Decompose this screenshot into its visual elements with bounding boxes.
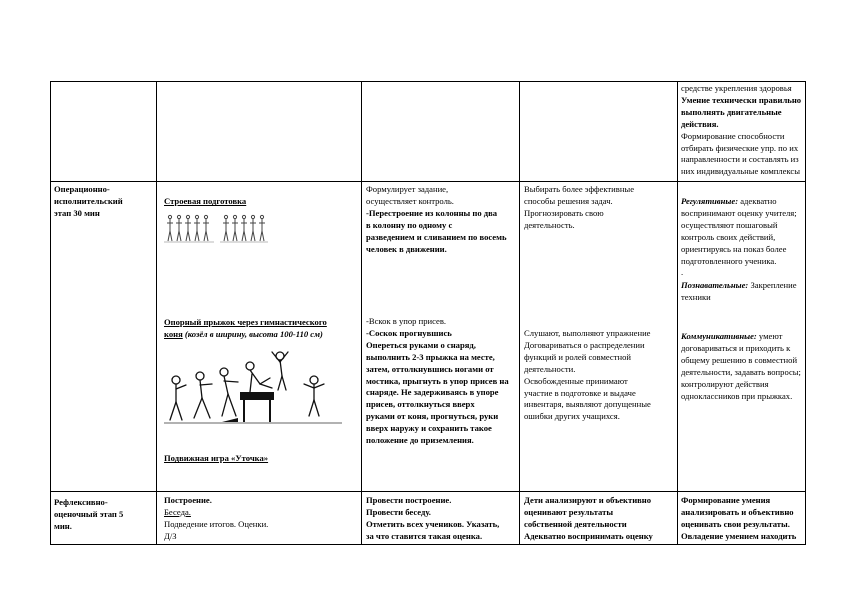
table-border-bottom [50, 544, 805, 545]
teacher-line: разведением и сливанием по восемь [366, 231, 507, 242]
row2-student-cell [524, 495, 676, 543]
teacher-line: человек в движении. [366, 243, 447, 254]
uud-line: оценивать свои результаты. [681, 518, 790, 529]
teacher-line: Провести беседу. [366, 506, 431, 517]
uud-com-line: договариваться и приходить к [681, 342, 791, 353]
row0-uud-line: выполнять двигательные [681, 106, 782, 117]
row2-teacher-cell [366, 495, 518, 543]
student-line: способы решения задач. [524, 195, 613, 206]
uud-com-line: деятельности, задавать вопросы; [681, 366, 801, 377]
uud-reg-line: . [681, 267, 684, 278]
student-line: инвентаря, выявляют допущенные [524, 399, 651, 410]
vault-sequence-figure [164, 350, 342, 428]
content-line: Д/З [164, 530, 177, 541]
vault-title-line: коня [164, 328, 183, 339]
stage-line: исполнительский [54, 195, 123, 206]
teacher-line: осуществляет контроль. [366, 195, 454, 206]
student-line: деятельность. [524, 219, 575, 230]
stage-line: этап 30 мин [54, 207, 100, 218]
col-divider-1 [156, 81, 157, 545]
student-line: Выбирать более эффективные [524, 184, 635, 194]
uud-reg-label: Регулятивные: [681, 196, 739, 206]
uud-reg-line: ориентируясь на показ более [681, 243, 787, 254]
stage-line: оценочный этап 5 [54, 508, 124, 519]
row0-uud-line: направленности и составлять из [681, 154, 799, 165]
row0-uud-line: Формирование способности [681, 130, 785, 141]
row1-teacher-bottom [366, 316, 518, 447]
uud-reg-line: подготовленного ученика. [681, 255, 777, 266]
student-line: ошибки других учащихся. [524, 411, 620, 422]
teacher-line: положение до приземления. [366, 435, 474, 446]
vault-title-block [164, 317, 359, 341]
row1-teacher-top [366, 184, 518, 255]
col-divider-2 [361, 81, 362, 545]
stage-line: Операционно- [54, 184, 110, 194]
teacher-line: в колонну по одному с [366, 219, 453, 230]
teacher-line: снаряде. Не задерживаясь в упоре [366, 387, 499, 398]
row0-uud-line: действия. [681, 118, 719, 129]
student-line: Дети анализируют и объективно [524, 495, 652, 505]
row0-uud-cell [681, 83, 805, 178]
game-title: Подвижная игра «Уточка» [164, 453, 269, 463]
uud-cog-line: Закрепление [748, 280, 797, 290]
student-line: функций и ролей совместной [524, 351, 632, 362]
teacher-line: затем, оттолкнувшись ногами от [366, 363, 494, 374]
uud-com-line: контролируют действия [681, 378, 769, 389]
teacher-line: присев, оттолкнуться вверх [366, 399, 475, 410]
student-line: собственной деятельности [524, 518, 627, 529]
stage-line: Рефлексивно- [54, 497, 108, 507]
student-line: Договариваться о распределении [524, 339, 645, 350]
stage-line: мин. [54, 520, 72, 531]
row1-uud-regulative [681, 196, 805, 279]
teacher-line: за что ставится такая оценка. [366, 530, 483, 541]
uud-line: Формирование умения [681, 495, 771, 505]
uud-cog-line: техники [681, 291, 711, 302]
student-line: оценивают результаты [524, 506, 614, 517]
row1-stage-cell [54, 184, 154, 220]
uud-line: анализировать и объективно [681, 506, 794, 517]
row2-content-cell [164, 495, 359, 543]
vault-note: (козёл в ширину, высота 100-110 см) [184, 328, 323, 339]
uud-com-line: умеют [756, 331, 783, 341]
content-line: Построение. [164, 495, 212, 505]
teacher-line: Провести построение. [366, 495, 452, 505]
teacher-line: вверх наружу и сохранить такое [366, 423, 492, 434]
uud-reg-line: воспринимают оценку учителя; [681, 207, 797, 218]
teacher-line: -Перестроение из колонны по два [366, 207, 498, 218]
vault-title-line: Опорный прыжок через гимнастического [164, 317, 327, 327]
row2-stage-cell [54, 497, 154, 533]
col-divider-4 [677, 81, 678, 545]
teacher-line: мостика, прыгнуть в упор присев на [366, 375, 509, 386]
col-divider-5 [805, 81, 806, 545]
row2-uud-cell [681, 495, 805, 543]
student-line: Прогнозировать свою [524, 207, 604, 218]
row1-student-top [524, 184, 676, 232]
teacher-line: -Соскок прогнувшись [366, 327, 452, 338]
row0-uud-line: них индивидуальные комплексы [681, 166, 801, 177]
row1-student-bottom [524, 328, 676, 423]
row0-uud-line: Умение технически правильно [681, 94, 802, 105]
uud-com-line: общему решению в совместной [681, 354, 798, 365]
table-border-top [50, 81, 805, 82]
content-line: Беседа. [164, 506, 191, 517]
row1-uud-communicative [681, 331, 805, 402]
teacher-line: Опереться руками о снаряд, [366, 339, 476, 350]
uud-reg-line: контроль своих действий, [681, 231, 776, 242]
drill-formation-figure [164, 211, 269, 245]
student-line: деятельности. [524, 363, 576, 374]
uud-reg-line: адекватно [738, 196, 777, 206]
uud-com-label: Коммуникативные: [681, 331, 757, 341]
col-divider-3 [519, 81, 520, 545]
student-line: Адекватно воспринимать оценку [524, 530, 653, 541]
uud-cog-label: Познавательные: [681, 280, 749, 290]
student-line: участие в подготовке и выдаче [524, 387, 636, 398]
row-divider-1 [50, 181, 805, 182]
row1-uud-cognitive [681, 280, 805, 304]
teacher-line: Отметить всех учеников. Указать, [366, 518, 500, 529]
teacher-line: руками от коня, прогнуться, руки [366, 411, 499, 422]
drill-title: Строевая подготовка [164, 196, 247, 206]
row0-uud-line: средстве укрепления здоровья [681, 83, 792, 93]
teacher-line: -Вскок в упор присев. [366, 316, 447, 326]
teacher-line: Формулирует задание, [366, 184, 449, 194]
content-line: Подведение итогов. Оценки. [164, 518, 269, 529]
uud-reg-line: осуществляют пошаговый [681, 219, 778, 230]
uud-line: Овладение умением находить [681, 530, 797, 541]
row0-uud-line: отбирать физические упр. по их [681, 142, 799, 153]
col-divider-0 [50, 81, 51, 545]
student-line: Освобожденные принимают [524, 375, 628, 386]
uud-com-line: одноклассников при прыжках. [681, 390, 793, 401]
student-line: Слушают, выполняют упражнение [524, 328, 651, 338]
row-divider-2 [50, 491, 805, 492]
teacher-line: выполнить 2-3 прыжка на месте, [366, 351, 495, 362]
